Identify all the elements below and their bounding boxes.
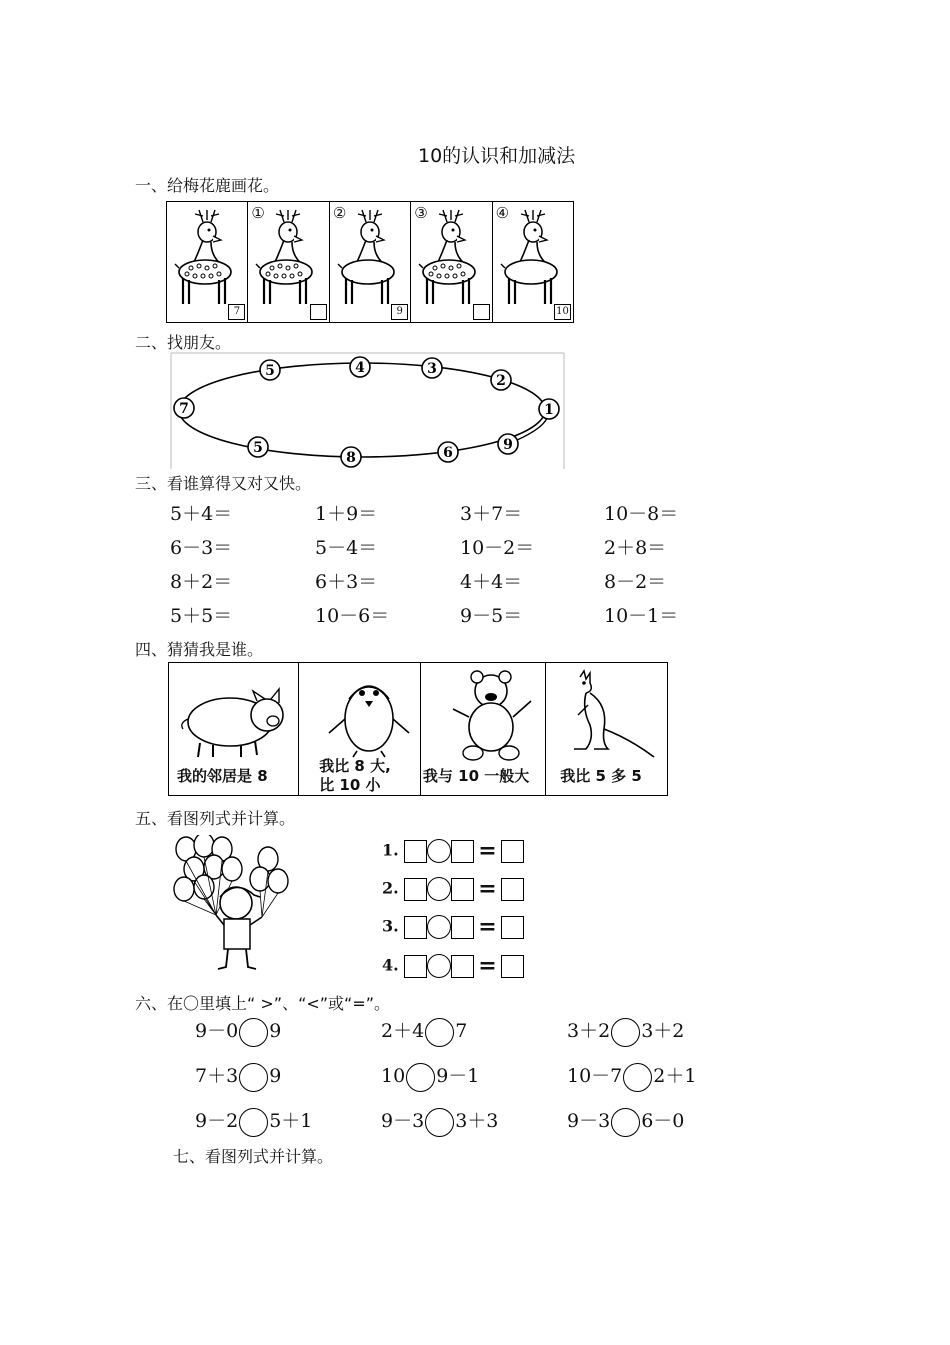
deer-strip: [166, 201, 574, 323]
section-3-heading: 三、看谁算得又对又快。: [135, 474, 312, 493]
compare-left: 10: [381, 1065, 406, 1087]
question-number: 2.: [382, 878, 399, 898]
friend-number: 2: [496, 373, 506, 389]
deer-number: ②: [332, 204, 347, 222]
compare-item: [195, 1061, 281, 1092]
compare-left: 9－0: [195, 1020, 239, 1042]
balloon-boy-illustration: [170, 835, 310, 985]
equation-row-3: [382, 914, 524, 940]
operator-circle[interactable]: [427, 915, 451, 939]
compare-right: 7: [455, 1020, 468, 1042]
friend-number: 5: [265, 363, 275, 379]
friend-ring: [170, 352, 566, 470]
deer-cell: [493, 202, 573, 322]
compare-item: [195, 1106, 312, 1137]
friend-number: 5: [253, 440, 263, 456]
deer-count-box[interactable]: [310, 304, 327, 320]
arith-item: 10－1＝: [604, 605, 679, 627]
deer-count-box[interactable]: 7: [228, 304, 245, 320]
answer-box[interactable]: [451, 878, 474, 901]
pig-illustration: [175, 677, 295, 767]
equals-sign: =: [478, 914, 497, 940]
arith-item: 5＋4＝: [170, 503, 233, 525]
compare-right: 3＋2: [641, 1020, 685, 1042]
equation-row-2: [382, 876, 524, 902]
riddle-caption: 我比 5 多 5: [560, 767, 642, 785]
friend-number: 8: [346, 450, 356, 466]
arith-item: 10－6＝: [315, 605, 390, 627]
compare-right: 5＋1: [269, 1110, 313, 1132]
compare-left: 7＋3: [195, 1065, 239, 1087]
question-number: 4.: [382, 955, 399, 975]
deer-illustration: [499, 206, 569, 318]
deer-number: ③: [414, 204, 428, 222]
riddle-cell-kangaroo: [546, 663, 667, 795]
riddle-panel: [168, 662, 668, 796]
result-box[interactable]: [501, 840, 524, 863]
deer-number: ①: [251, 204, 265, 222]
equals-sign: =: [478, 876, 497, 902]
riddle-caption: 我比 8 大, 比 10 小: [319, 757, 391, 794]
deer-number: ④: [495, 204, 510, 222]
answer-box[interactable]: [451, 955, 474, 978]
answer-box[interactable]: [404, 955, 427, 978]
deer-illustration: [417, 206, 487, 318]
answer-box[interactable]: [404, 916, 427, 939]
question-number: 3.: [382, 916, 399, 936]
deer-illustration: [336, 206, 406, 318]
friend-number: 4: [355, 360, 365, 376]
equals-sign: =: [478, 838, 497, 864]
equals-sign: =: [478, 953, 497, 979]
deer-cell: [248, 202, 329, 322]
bear-illustration: [435, 669, 545, 764]
equation-row-4: [382, 953, 524, 979]
compare-item: [567, 1016, 684, 1047]
equation-row-1: [382, 838, 524, 864]
deer-illustration: [173, 206, 243, 318]
compare-circle[interactable]: [406, 1063, 435, 1092]
deer-cell: [167, 202, 248, 322]
arith-item: 3＋7＝: [460, 503, 523, 525]
arith-item: 4＋4＝: [460, 571, 523, 593]
compare-circle[interactable]: [239, 1108, 268, 1137]
page-title: 10的认识和加减法: [418, 145, 576, 167]
result-box[interactable]: [501, 955, 524, 978]
compare-circle[interactable]: [611, 1108, 640, 1137]
deer-illustration: [254, 206, 324, 318]
compare-item: [381, 1106, 498, 1137]
friend-number: 9: [503, 437, 513, 453]
compare-circle[interactable]: [425, 1018, 454, 1047]
result-box[interactable]: [501, 878, 524, 901]
compare-left: 9－3: [381, 1110, 425, 1132]
compare-left: 9－2: [195, 1110, 239, 1132]
result-box[interactable]: [501, 916, 524, 939]
compare-item: [195, 1016, 281, 1047]
riddle-cell-penguin: [299, 663, 421, 795]
section-2-heading: 二、找朋友。: [135, 333, 232, 352]
compare-right: 9: [269, 1065, 282, 1087]
deer-cell: [330, 202, 411, 322]
penguin-illustration: [319, 669, 419, 759]
arith-item: 2＋8＝: [604, 537, 667, 559]
friend-number: 6: [443, 445, 453, 461]
operator-circle[interactable]: [427, 954, 451, 978]
compare-circle[interactable]: [425, 1108, 454, 1137]
compare-right: 6－0: [641, 1110, 685, 1132]
arith-item: 6－3＝: [170, 537, 233, 559]
compare-left: 10－7: [567, 1065, 623, 1087]
riddle-caption: 我与 10 一般大: [422, 767, 530, 785]
answer-box[interactable]: [451, 840, 474, 863]
section-6-heading: 六、在〇里填上“ >”、“<”或“=”。: [135, 994, 391, 1013]
riddle-cell-pig: [169, 663, 299, 795]
compare-circle[interactable]: [623, 1063, 652, 1092]
compare-circle[interactable]: [239, 1063, 268, 1092]
question-number: 1.: [382, 840, 399, 860]
answer-box[interactable]: [404, 878, 427, 901]
section-1-heading: 一、给梅花鹿画花。: [135, 176, 280, 195]
arith-item: 5－4＝: [315, 537, 378, 559]
section-7-heading: 七、看图列式并计算。: [173, 1147, 334, 1166]
compare-right: 9: [269, 1020, 282, 1042]
operator-circle[interactable]: [427, 839, 451, 863]
arith-item: 10－8＝: [604, 503, 679, 525]
kangaroo-illustration: [564, 669, 664, 764]
deer-cell: [411, 202, 492, 322]
arith-item: 10－2＝: [460, 537, 535, 559]
compare-item: [381, 1016, 467, 1047]
compare-circle[interactable]: [611, 1018, 640, 1047]
arith-item: 1＋9＝: [315, 503, 378, 525]
deer-count-box[interactable]: 9: [391, 304, 408, 320]
answer-box[interactable]: [451, 916, 474, 939]
deer-count-box[interactable]: 10: [554, 304, 571, 320]
deer-count-box[interactable]: [473, 304, 490, 320]
compare-left: 9－3: [567, 1110, 611, 1132]
compare-right: 3＋3: [455, 1110, 499, 1132]
compare-item: [567, 1061, 696, 1092]
compare-item: [567, 1106, 684, 1137]
compare-right: 9－1: [436, 1065, 480, 1087]
compare-circle[interactable]: [239, 1018, 268, 1047]
operator-circle[interactable]: [427, 877, 451, 901]
riddle-cell-bear: [421, 663, 546, 795]
section-5-heading: 五、看图列式并计算。: [135, 809, 296, 828]
compare-left: 3＋2: [567, 1020, 611, 1042]
friend-number: 3: [427, 361, 437, 377]
friend-number: 7: [179, 401, 189, 417]
riddle-caption: 我的邻居是 8: [177, 767, 268, 785]
arith-item: 9－5＝: [460, 605, 523, 627]
friend-number: 1: [544, 402, 554, 418]
arith-item: 8＋2＝: [170, 571, 233, 593]
compare-item: [381, 1061, 479, 1092]
compare-right: 2＋1: [653, 1065, 697, 1087]
compare-left: 2＋4: [381, 1020, 425, 1042]
arith-item: 5＋5＝: [170, 605, 233, 627]
arith-item: 8－2＝: [604, 571, 667, 593]
section-4-heading: 四、猜猜我是谁。: [135, 640, 264, 659]
answer-box[interactable]: [404, 840, 427, 863]
arith-item: 6＋3＝: [315, 571, 378, 593]
